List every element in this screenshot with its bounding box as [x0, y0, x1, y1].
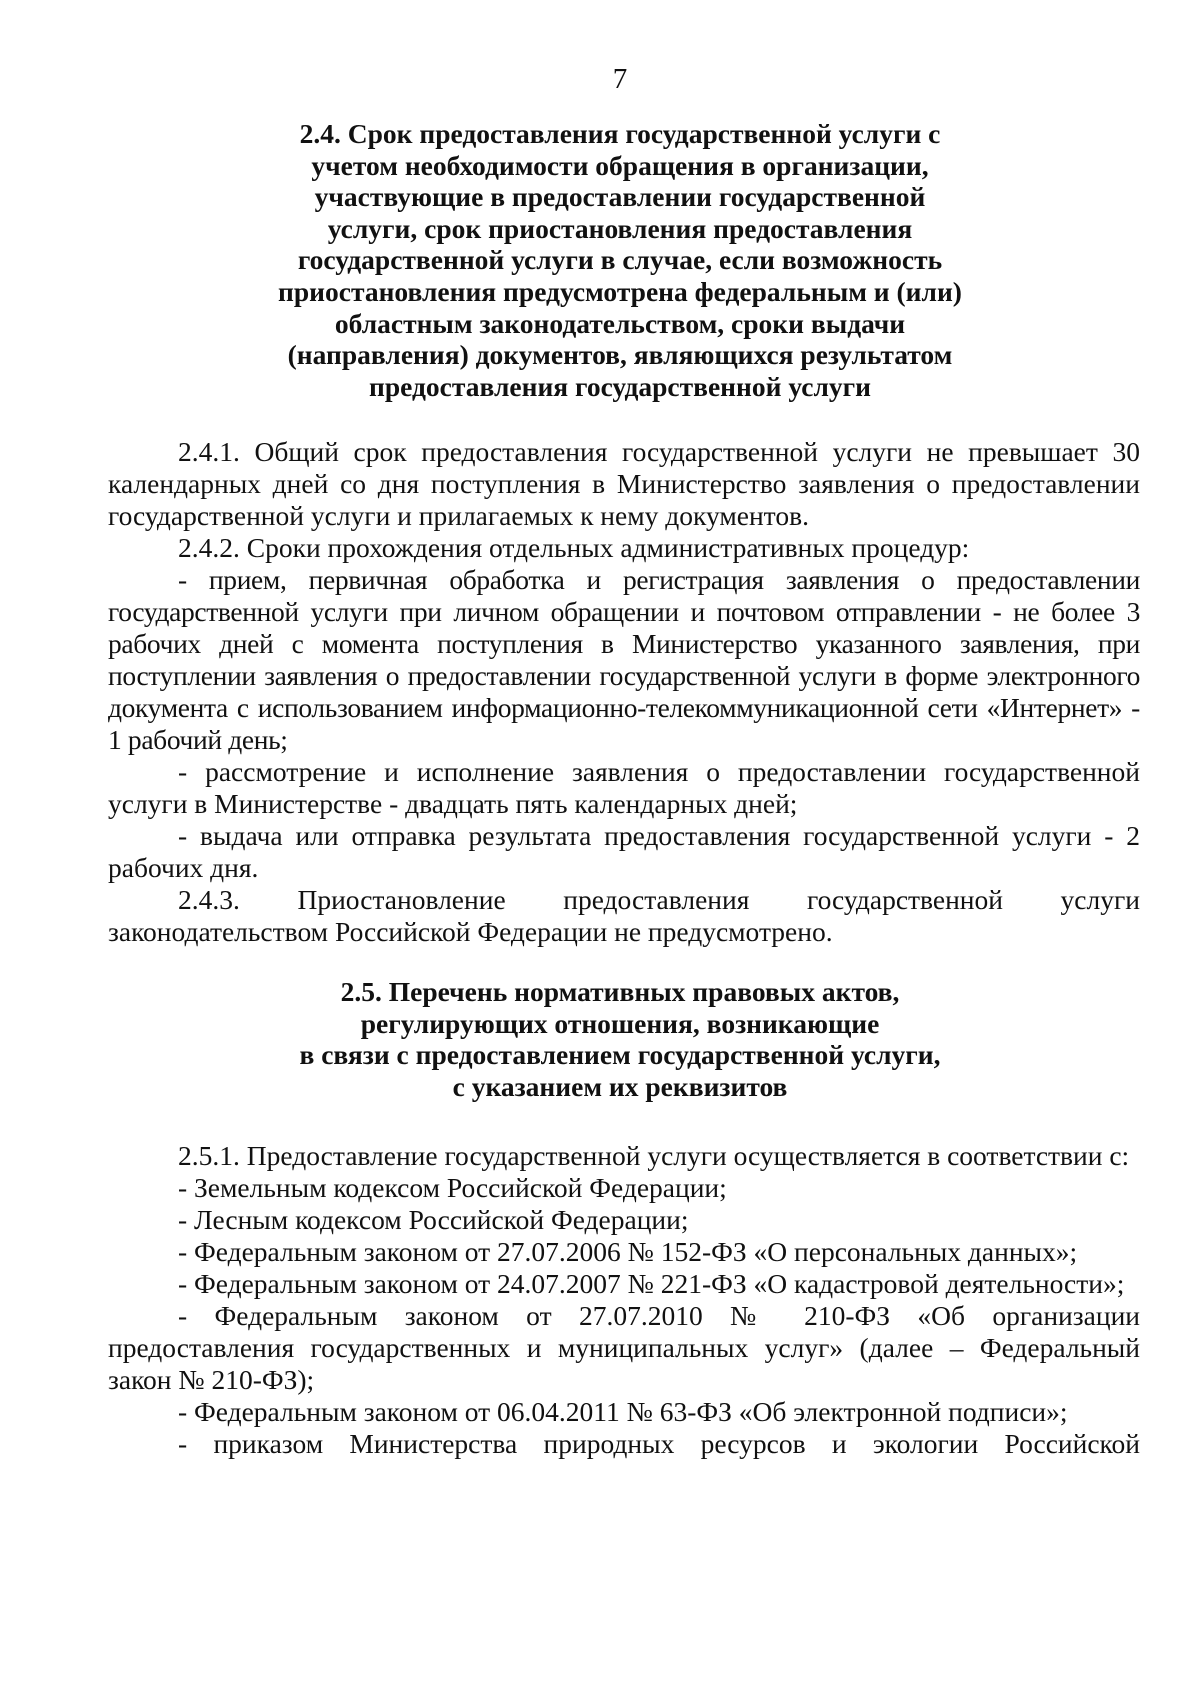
section-2-4-title-line: приостановления предусмотрена федеральным и (или) — [278, 275, 962, 307]
section-2-5-title-line: с указанием их реквизитов — [452, 1070, 788, 1102]
section-2-5-title — [100, 976, 1140, 1102]
section-2-4-title-line: предоставления государственной услуги — [369, 370, 871, 402]
section-2-5-title-line: 2.5. Перечень нормативных правовых актов, — [340, 976, 900, 1007]
section-2-4-body — [108, 436, 1140, 948]
section-2-4-title-line: государственной услуги в случае, если возможность — [297, 244, 943, 276]
section-2-4-title-line: услуги, срок приостановления предоставления — [327, 212, 913, 244]
section-2-4-title-line: участвующие в предоставлении государственной — [314, 181, 926, 213]
list-item-law-221: - Федеральным законом от 24.07.2007 № 221-ФЗ «О кадастровой деятельности»; — [178, 1268, 1125, 1299]
paragraph-2-5-1: 2.5.1. Предоставление государственной услуги осуществляется в соответствии с: — [178, 1140, 1130, 1171]
list-item-land-code: - Земельным кодексом Российской Федерации; — [178, 1172, 727, 1203]
section-2-4-title-line: областным законодательством, сроки выдачи — [334, 307, 906, 339]
paragraph-2-4-1: 2.4.1. Общий срок предоставления государственной услуги не превышает 30 календарных дней со дня поступления в Министерство заявления о предоставлении государственной услуги и прилагаемых к нему документов. — [108, 436, 1140, 531]
list-item-law-152: - Федеральным законом от 27.07.2006 № 152-ФЗ «О персональных данных»; — [178, 1236, 1078, 1267]
list-item-consideration: - рассмотрение и исполнение заявления о предоставлении государственной услуги в Министерстве - двадцать пять календарных дней; — [108, 756, 1140, 819]
section-2-5-title-line: регулирующих отношения, возникающие — [360, 1007, 880, 1039]
list-item-issuance: - выдача или отправка результата предоставления государственной услуги - 2 рабочих дня. — [108, 820, 1140, 883]
section-2-4-title — [100, 118, 1140, 402]
paragraph-2-4-2: 2.4.2. Сроки прохождения отдельных административных процедур: — [178, 532, 970, 563]
list-item-ministry-order: - приказом Министерства природных ресурсов и экологии Российской — [178, 1428, 1140, 1459]
page-number: 7 — [612, 63, 628, 95]
section-2-4-title-line: (направления) документов, являющихся результатом — [287, 339, 953, 371]
list-item-law-63: - Федеральным законом от 06.04.2011 № 63-ФЗ «Об электронной подписи»; — [178, 1396, 1068, 1427]
list-item-reception: - прием, первичная обработка и регистрация заявления о предоставлении государственной услуги при личном обращении и почтовом отправлении - не более 3 рабочих дней с момента поступления в Министерство указанного заявления, при поступлении заявления о предоставлении государственной услуги в форме электронного документа с использованием информационно-телекоммуникационной сети «Интернет» - 1 рабочий день; — [108, 564, 1140, 755]
paragraph-2-4-3: 2.4.3. Приостановление предоставления государственной услуги законодательством Российской Федерации не предусмотрено. — [108, 884, 1140, 947]
section-2-5-body — [108, 1140, 1140, 1460]
list-item-law-210: - Федеральным законом от 27.07.2010 № 210-ФЗ «Об организации предоставления государственных и муниципальных услуг» (далее – Федеральный закон № 210-ФЗ); — [108, 1300, 1140, 1395]
section-2-4-title-line: 2.4. Срок предоставления государственной услуги с — [299, 118, 941, 149]
list-item-forest-code: - Лесным кодексом Российской Федерации; — [178, 1204, 689, 1235]
section-2-5-title-line: в связи с предоставлением государственной услуги, — [299, 1039, 941, 1071]
section-2-4-title-line: учетом необходимости обращения в организации, — [311, 149, 929, 181]
